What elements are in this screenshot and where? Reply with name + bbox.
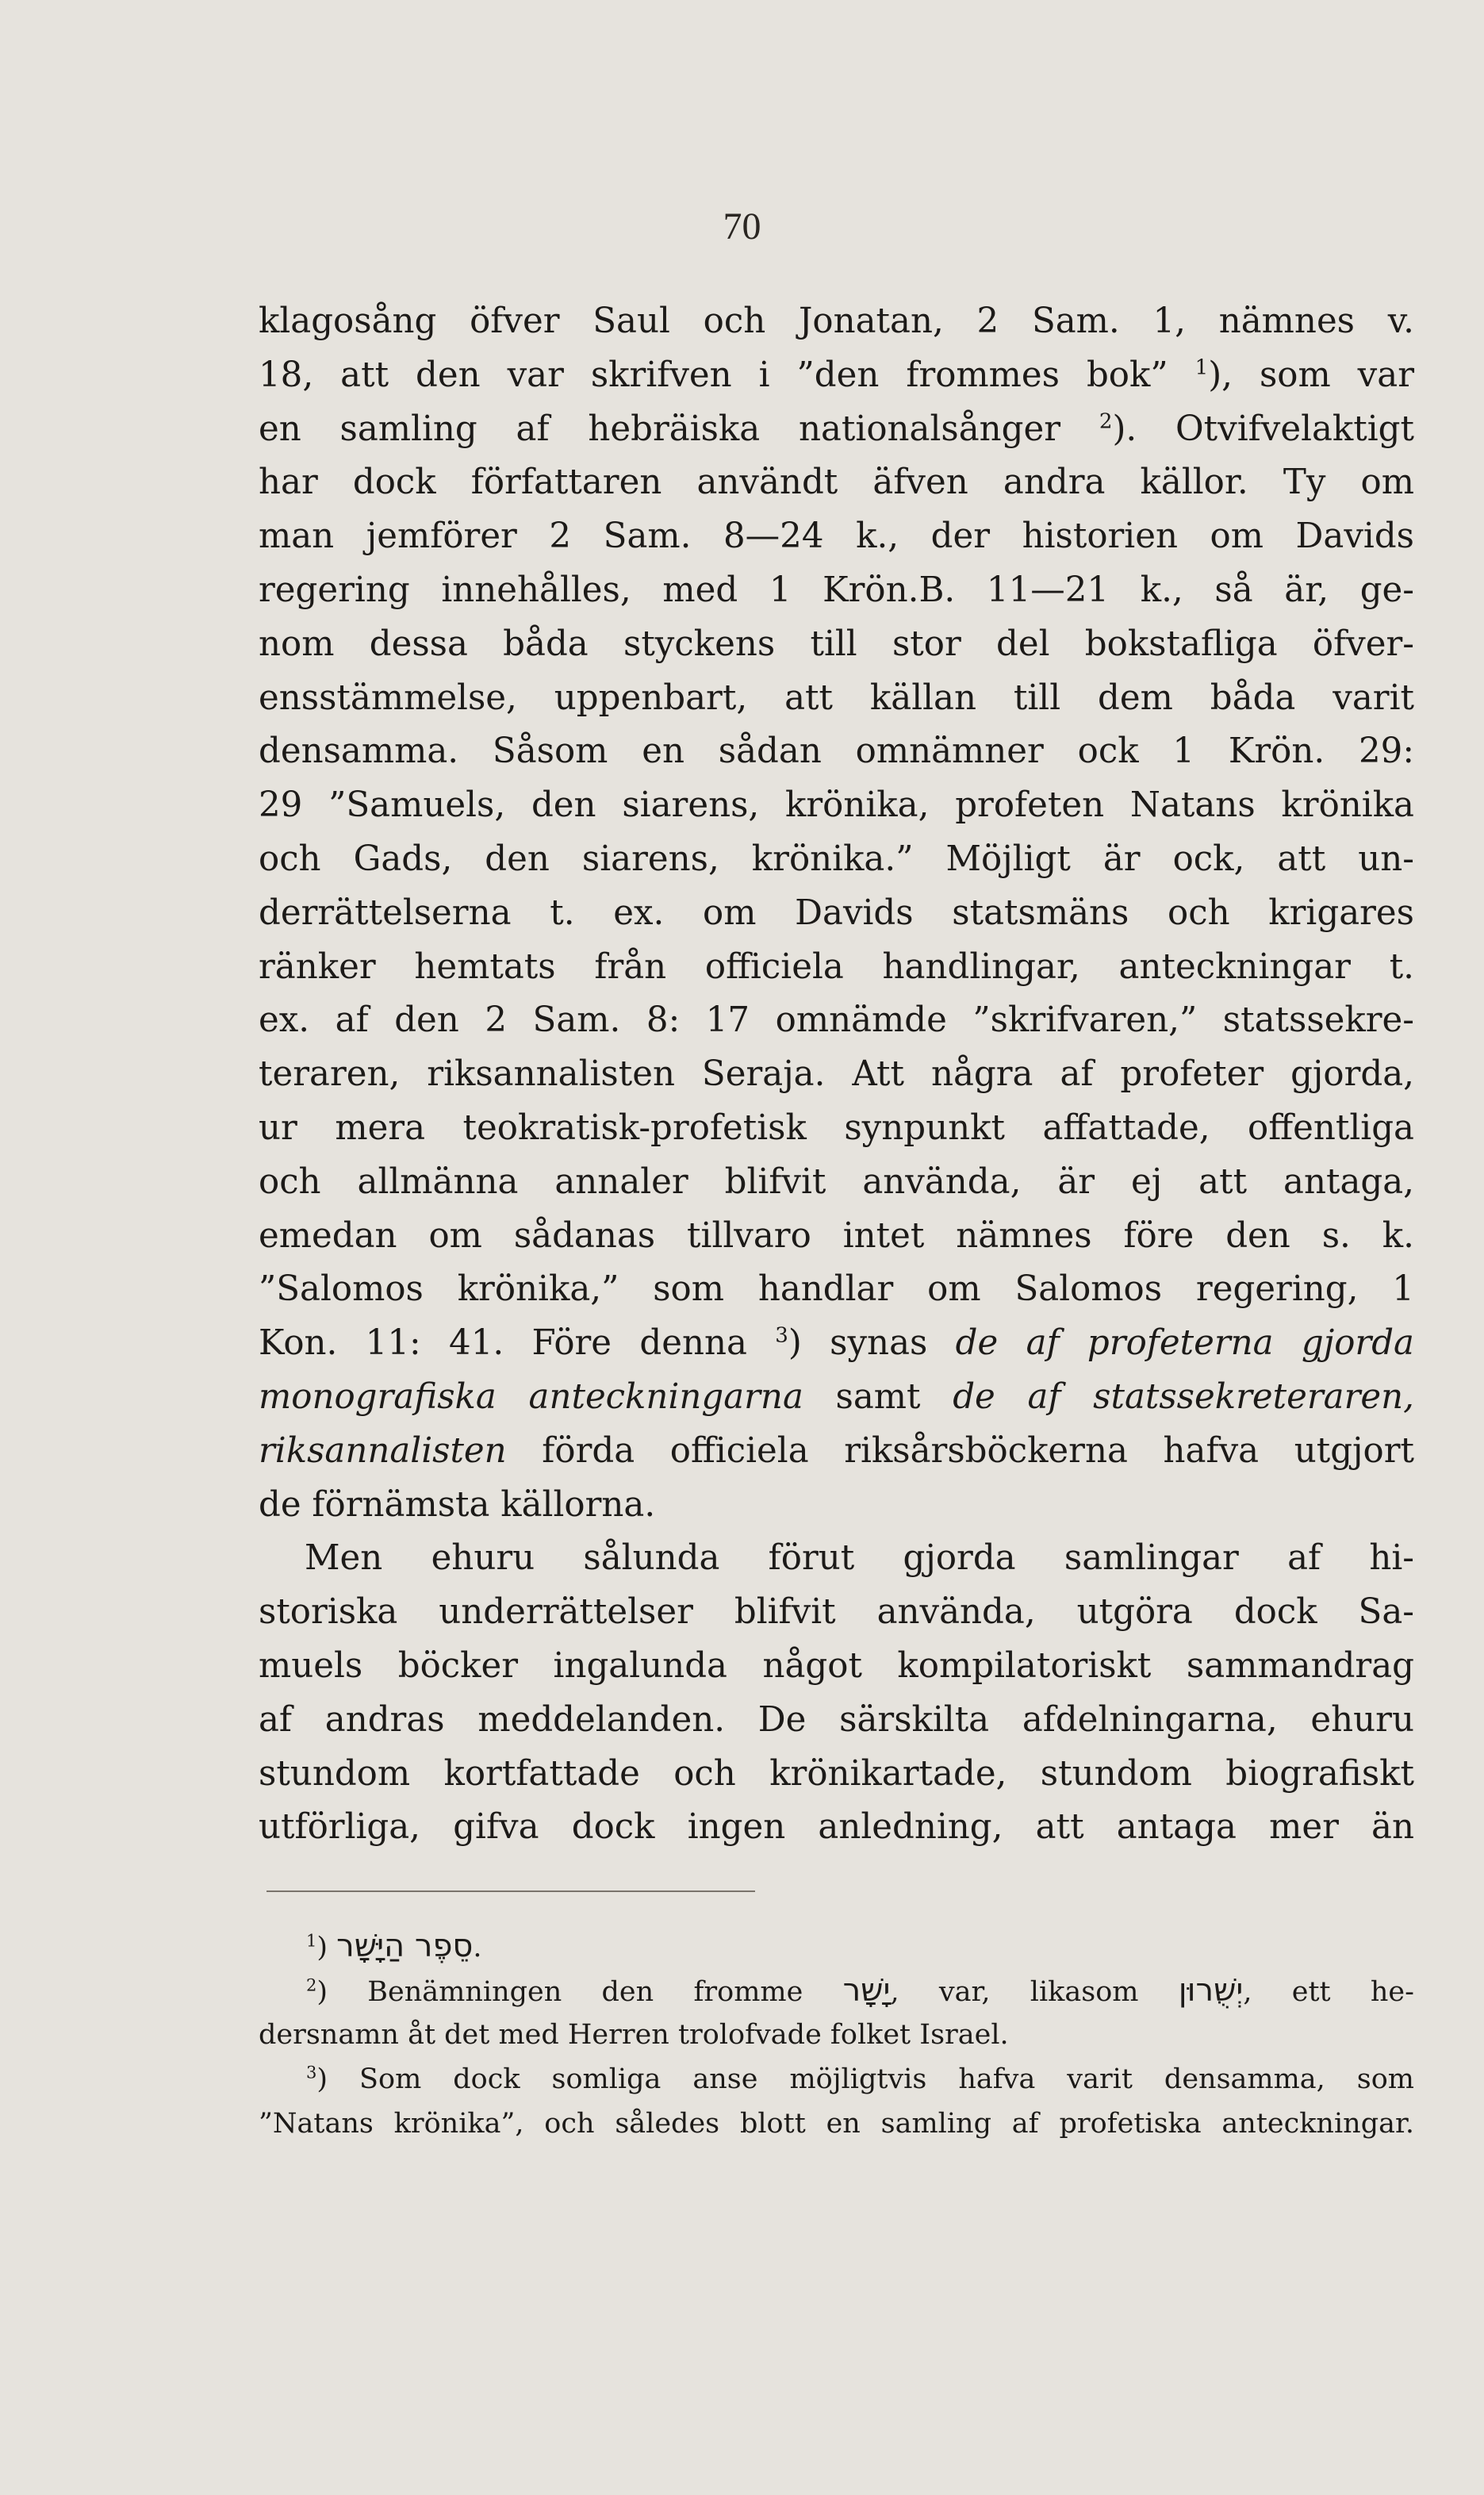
italic-text: de af statssekreteraren, [953, 1376, 1414, 1417]
footnote-marker: 2 [306, 1975, 317, 1995]
text-line: af andras meddelanden. De särskilta afdelningarna, ehuru [259, 1699, 1414, 1740]
footnote-line [259, 1924, 1414, 1968]
text-segment: ). Otvifvelaktigt [1112, 409, 1414, 449]
text-line: utförliga, gifva dock ingen anledning, att antaga mer än [259, 1807, 1414, 1848]
text-line: stundom kortfattade och krönikartade, stundom biografiskt [259, 1753, 1414, 1794]
text-line: densamma. Såsom en sådan omnämner ock 1 Krön. 29: [259, 731, 1414, 772]
text-segment: ), som var [1208, 355, 1414, 395]
footnote-divider [267, 1890, 755, 1892]
footnote-line [259, 2057, 1414, 2102]
text-line [259, 1371, 1414, 1425]
text-segment: , var, likasom [890, 1976, 1179, 2008]
text-line: ex. af den 2 Sam. 8: 17 omnämde ”skrifvaren,” statssekre- [259, 1000, 1414, 1041]
italic-text: riksannalisten [259, 1430, 507, 1471]
hebrew-text: סֵפֶר הַיָּשָׁר [336, 1928, 474, 1964]
text-line: de förnämsta källorna. [259, 1484, 656, 1525]
italic-text: de af profeterna gjorda [955, 1323, 1414, 1364]
footnote-line: ”Natans krönika”, och således blott en samling af profetiska anteckningar. [259, 2108, 1414, 2140]
text-line: muels böcker ingalunda något kompilatoriskt sammandrag [259, 1645, 1414, 1686]
hebrew-text: יְשֻׁרוּן [1178, 1972, 1244, 2009]
footnote-marker: 3 [306, 2063, 317, 2082]
text-segment: en samling af hebräiska nationalsånger [259, 409, 1099, 449]
text-line: ur mera teokratisk-profetisk synpunkt affattade, offentliga [259, 1107, 1414, 1148]
page-number: 70 [723, 205, 761, 248]
text-segment: ) Som dock somliga anse möjligtvis hafva varit densamma, som [316, 2063, 1414, 2095]
text-line: ”Salomos krönika,” som handlar om Salomos regering, 1 [259, 1269, 1414, 1310]
text-line: emedan om sådanas tillvaro intet nämnes före den s. k. [259, 1215, 1414, 1256]
text-segment: ) synas [788, 1323, 956, 1364]
footnote-marker: 1 [1194, 355, 1209, 380]
text-segment: ) Benämningen den fromme [316, 1976, 843, 2008]
text-line: nom dessa båda styckens till stor del bokstafliga öfver- [259, 624, 1414, 664]
text-segment: . [473, 1932, 482, 1963]
body-text [259, 295, 1414, 1855]
text-line: och Gads, den siarens, krönika.” Möjligt är ock, att un- [259, 839, 1414, 879]
footnotes [259, 1924, 1414, 2146]
text-line: 29 ”Samuels, den siarens, krönika, profeten Natans krönika [259, 785, 1414, 826]
footnote-line: dersnamn åt det med Herren trolofvade folket Israel. [259, 2019, 1009, 2051]
italic-text: monografiska anteckningarna [259, 1376, 803, 1417]
text-segment: förda officiela riksårsböckerna hafva utgjort [506, 1430, 1414, 1471]
footnote-marker: 1 [306, 1931, 317, 1951]
text-line [259, 1425, 1414, 1479]
text-segment: samt [803, 1376, 953, 1417]
text-line: ränker hemtats från officiela handlingar, anteckningar t. [259, 946, 1414, 987]
text-segment: 18, att den var skrifven i ”den frommes bok” [259, 355, 1195, 395]
text-line: regering innehålles, med 1 Krön.B. 11—21 k., så är, ge- [259, 570, 1414, 610]
text-line [259, 403, 1414, 457]
text-line: Men ehuru sålunda förut gjorda samlingar af hi- [305, 1538, 1414, 1579]
text-line: teraren, riksannalisten Seraja. Att några af profeter gjorda, [259, 1054, 1414, 1095]
text-line: har dock författaren användt äfven andra källor. Ty om [259, 463, 1414, 503]
text-line: man jemförer 2 Sam. 8—24 k., der historien om Davids [259, 516, 1414, 557]
text-line: ensstämmelse, uppenbart, att källan till dem båda varit [259, 677, 1414, 718]
text-line [259, 1317, 1414, 1371]
footnote-line [259, 1968, 1414, 2013]
text-line: storiska underrättelser blifvit använda, utgöra dock Sa- [259, 1592, 1414, 1633]
text-segment: , ett he- [1243, 1976, 1414, 2008]
text-line [259, 349, 1414, 403]
footnote-marker: 2 [1099, 409, 1113, 434]
text-line: klagosång öfver Saul och Jonatan, 2 Sam. 1, nämnes v. [259, 301, 1414, 341]
text-line: och allmänna annaler blifvit använda, är ej att antaga, [259, 1161, 1414, 1202]
text-line: derrättelserna t. ex. om Davids statsmäns och krigares [259, 892, 1414, 933]
footnote-marker: 3 [775, 1323, 788, 1348]
text-segment: ) [316, 1932, 337, 1963]
text-segment: Kon. 11: 41. Före denna [259, 1323, 776, 1364]
hebrew-text: יָשָׁר [842, 1972, 891, 2009]
